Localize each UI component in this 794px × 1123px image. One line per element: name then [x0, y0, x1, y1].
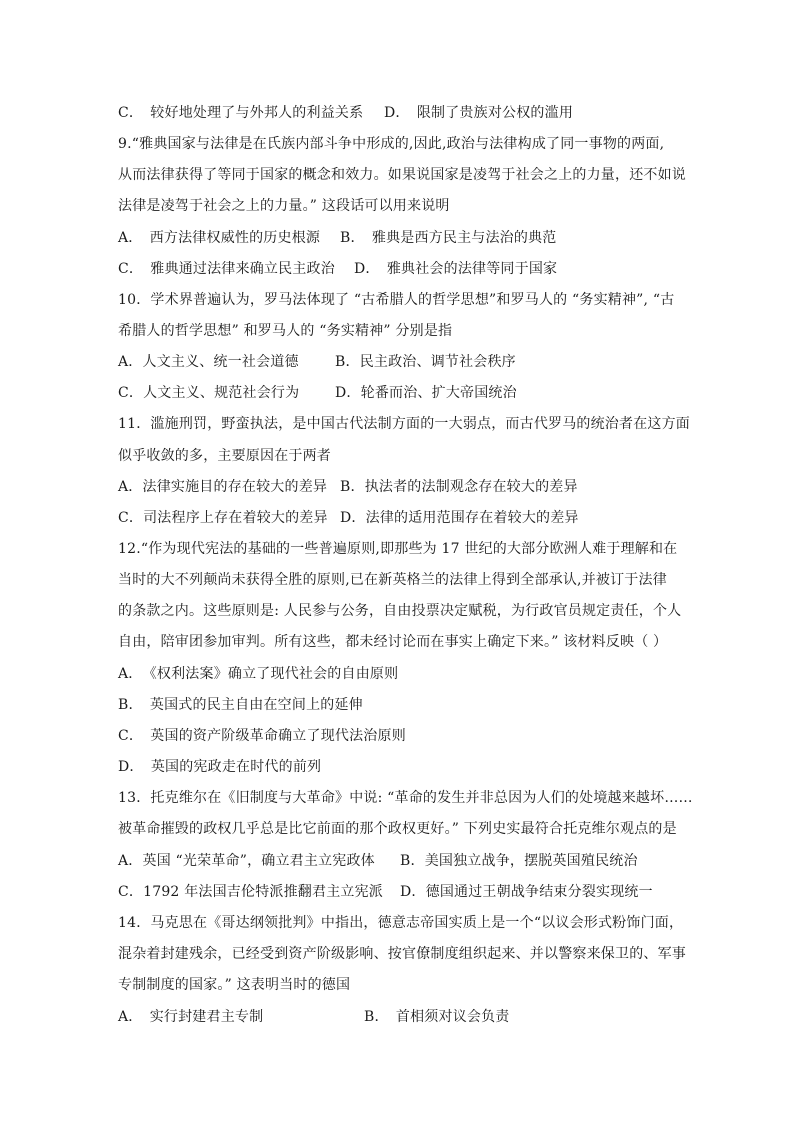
q12-stem-line-4: 自由，陪审团参加审判。所有这些，都未经讨论而在事实上确定下来。” 该材料反映（ ）	[118, 634, 668, 650]
q12-option-c: C． 英国的资产阶级革命确立了现代法治原则	[118, 728, 406, 744]
q14-options-ab	[118, 1007, 510, 1027]
q13-option-b: B．美国独立战争，摆脱英国殖民统治	[400, 853, 638, 869]
q10-option-a: A．人文主义、统一社会道德	[118, 354, 299, 370]
q12-option-d: D． 英国的宪政走在时代的前列	[118, 759, 322, 775]
q11-stem-line-2: 似乎收敛的多，主要原因在于两者	[118, 448, 331, 464]
q10-option-d: D．轮番而治、扩大帝国统治	[335, 385, 517, 401]
q14-stem-line-2: 混杂着封建残余，已经受到资产阶级影响、按官僚制度组织起来、并以警察来保卫的、军事	[118, 946, 686, 962]
q10-stem-line-2: 希腊人的哲学思想” 和罗马人的 “务实精神” 分别是指	[118, 323, 453, 339]
q10-option-c: C．人文主义、规范社会行为	[118, 385, 300, 401]
q14-option-a: A． 实行封建君主专制	[118, 1009, 264, 1025]
q11-option-a: A．法律实施目的存在较大的差异	[118, 479, 328, 495]
q12-stem-line-2: 当时的大不列颠尚未获得全胜的原则,已在新英格兰的法律上得到全部承认,并被订于法律	[118, 572, 667, 588]
q9-option-b: B． 雅典是西方民主与法治的典范	[340, 230, 557, 246]
q9-stem-line-3: 法律是凌驾于社会之上的力量。” 这段话可以用来说明	[118, 198, 450, 214]
q14-stem-line-3: 专制制度的国家。” 这表明当时的德国	[118, 977, 351, 993]
q11-option-b: B．执法者的法制观念存在较大的差异	[340, 479, 578, 495]
q9-option-d: D． 雅典社会的法律等同于国家	[354, 261, 558, 277]
q14-stem-line-1: 14．马克思在《哥达纲领批判》中指出，德意志帝国实质上是一个“以议会形式粉饰门面，	[118, 915, 684, 931]
q13-stem-line-1: 13．托克维尔在《旧制度与大革命》中说: “革命的发生并非总因为人们的处境越来越坏……	[118, 790, 693, 806]
q12-stem-line-1: 12.“作为现代宪法的基础的一些普遍原则,即那些为 17 世纪的大部分欧洲人难于理解和在	[118, 541, 678, 557]
q14-option-b: B． 首相须对议会负责	[364, 1009, 510, 1025]
q13-option-d: D．德国通过王朝战争结束分裂实现统一	[400, 884, 653, 900]
q13-option-c: C．1792 年法国吉伦特派推翻君主立宪派	[118, 884, 383, 900]
q11-stem-line-1: 11．滥施刑罚，野蛮执法，是中国古代法制方面的一大弱点，而古代罗马的统治者在这方面	[118, 416, 691, 432]
q8-options-cd	[118, 103, 573, 123]
q9-options-cd	[118, 259, 557, 279]
q9-option-a: A． 西方法律权威性的历史根源	[118, 230, 321, 246]
q12-stem-line-3: 的条款之内。这些原则是: 人民参与公务，自由投票决定赋税，为行政官员规定责任，个人	[118, 603, 682, 619]
q13-options-cd	[118, 882, 653, 902]
q13-options-ab	[118, 851, 638, 871]
q11-options-cd	[118, 508, 579, 528]
q10-stem-line-1: 10．学术界普遍认为，罗马法体现了 “古希腊人的哲学思想”和罗马人的 “务实精神”, “古	[118, 292, 675, 308]
q13-stem-line-2: 被革命摧毁的政权几乎总是比它前面的那个政权更好。” 下列史实最符合托克维尔观点的是	[118, 821, 677, 837]
q9-stem-line-2: 从而法律获得了等同于国家的概念和效力。如果说国家是凌驾于社会之上的力量，还不如说	[118, 167, 686, 183]
q11-options-ab	[118, 477, 578, 497]
q8-option-d: D． 限制了贵族对公权的滥用	[384, 105, 574, 121]
q9-stem-line-1: 9.“雅典国家与法律是在氏族内部斗争中形成的,因此,政治与法律构成了同一事物的两面,	[118, 136, 665, 152]
q9-option-c: C． 雅典通过法律来确立民主政治	[118, 261, 335, 277]
q11-option-d: D．法律的适用范围存在着较大的差异	[340, 510, 579, 526]
q10-options-ab	[118, 352, 516, 372]
q9-options-ab	[118, 228, 557, 248]
q13-option-a: A．英国 “光荣革命”，确立君主立宪政体	[118, 853, 375, 869]
q12-option-a: A． 《权利法案》确立了现代社会的自由原则	[118, 666, 399, 682]
q10-options-cd	[118, 383, 517, 403]
q10-option-b: B．民主政治、调节社会秩序	[335, 354, 516, 370]
q11-option-c: C．司法程序上存在着较大的差异	[118, 510, 328, 526]
q8-option-c: C． 较好地处理了与外邦人的利益关系	[118, 105, 364, 121]
q12-option-b: B． 英国式的民主自由在空间上的延伸	[118, 697, 363, 713]
